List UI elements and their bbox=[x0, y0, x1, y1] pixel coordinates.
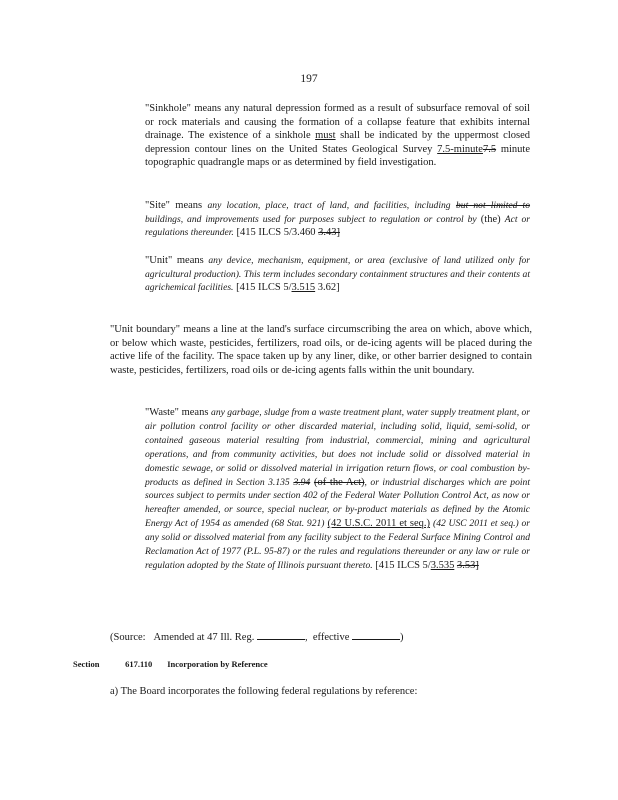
unit-boundary-text: means a line at the land's surface circumscribing the area on which, above which, or below which waste, pesticides, fertilizers, road oils, or de-icing agents will be placed during the active life of the facility. The space taken up by any liner, dike, or other barrier designed to contain waste, pesticides, fertilizers, road oils or de-icing agents falls within the unit boundary. bbox=[110, 324, 532, 376]
term-waste: "Waste" bbox=[145, 407, 179, 418]
site-text-1: any location, place, tract of land, and facilities, including bbox=[207, 200, 451, 211]
source-effective: effective bbox=[312, 632, 350, 643]
struck-394: 3.94 bbox=[293, 476, 311, 488]
site-citation: [415 ILCS 5/3.460 bbox=[236, 227, 316, 239]
effective-blank bbox=[352, 629, 400, 640]
waste-text-2: , or industrial discharges which are point sources subject to permits under section 402 of the Federal Water Pollution Control Act, as now or hereafter amended, or source, special nuclear, or by-product materials as defined by the Atomic Energy Act of 1954 as amended (68 Stat. 921) bbox=[145, 476, 530, 530]
inserted-waste-cite: 3.535 bbox=[430, 559, 455, 571]
source-note: (Source: Amended at 47 Ill. Reg. , effective ) bbox=[110, 629, 530, 643]
definition-unit bbox=[145, 254, 530, 295]
struck-of-the-act: (of the Act) bbox=[313, 476, 365, 488]
section-label: Section bbox=[73, 659, 100, 669]
term-site: "Site" bbox=[145, 200, 170, 211]
unit-text-1: any device, mechanism, equipment, or area (exclusive of land utilized only for agricultural production). This term includes secondary containment structures and their contents at agrichemical facilities. bbox=[145, 255, 531, 294]
section-heading bbox=[73, 659, 533, 669]
inserted-must: must bbox=[315, 130, 336, 142]
unit-citation: [415 ILCS 5/ bbox=[236, 282, 292, 294]
waste-citation: [415 ILCS 5/ bbox=[375, 559, 431, 571]
source-amended: Amended at 47 Ill. Reg. bbox=[153, 632, 255, 643]
site-text-3: Act or regulations thereunder. bbox=[145, 213, 530, 239]
struck-minute: 7.5 bbox=[482, 143, 497, 155]
sinkhole-text-3: minute topographic quadrangle maps or as determined by field investigation. bbox=[145, 143, 530, 169]
waste-text-1: any garbage, sludge from a waste treatment plant, water supply treatment plant, or air pollution control facility or other discarded material, including solid, liquid, semi-solid, or contained gaseous material resulting from industrial, commercial, mining and agricultural operations, and from community activities, but does not include solid or dissolved material in domestic sewage, or solid or dissolved material in irrigation return flows, or coal combustion by-products as defined in Section 3.135 bbox=[145, 407, 531, 488]
item-a: a) The Board incorporates the following federal regulations by reference: bbox=[110, 686, 418, 697]
term-unit-boundary: "Unit boundary" bbox=[110, 324, 181, 335]
site-the: (the) bbox=[480, 213, 501, 225]
source-close: ) bbox=[400, 632, 404, 643]
struck-site-citation: 3.43] bbox=[318, 227, 340, 239]
waste-text-3: (42 USC 2011 et seq.) or any solid or dissolved material from any facility subject to the Federal Surface Mining Control and Reclamation Act of 1977 (P.L. 95-87) or the rules and regulations thereunder or any law or rule or regulation adopted by the State of Illinois pursuant thereto. bbox=[145, 518, 531, 571]
definition-sinkhole bbox=[145, 102, 530, 170]
page-number: 197 bbox=[300, 73, 318, 85]
definition-site bbox=[145, 199, 530, 240]
term-unit: "Unit" bbox=[145, 255, 173, 266]
section-number: 617.110 bbox=[125, 659, 153, 669]
site-means: means bbox=[175, 200, 203, 211]
definition-unit-boundary bbox=[110, 323, 532, 377]
sinkhole-text-2: shall be indicated by the uppermost closed depression contour lines on the United States Geological Survey bbox=[145, 130, 530, 155]
definition-waste bbox=[145, 406, 530, 573]
section-title: Incorporation by Reference bbox=[167, 659, 268, 669]
sinkhole-text-1: means any natural depression formed as a result of subsurface removal of soil or rock materials and causing the formation of a collapse feature that exhibits internal drainage. The existence of a sinkhole bbox=[145, 103, 531, 142]
inserted-usc: (42 U.S.C. 2011 et seq.) bbox=[327, 518, 431, 530]
struck-but-not-limited: but not limited to bbox=[455, 200, 531, 211]
site-text-2: buildings, and improvements used for purposes subject to regulation or control by bbox=[145, 213, 477, 225]
inserted-minute: 7.5-minute bbox=[437, 143, 483, 155]
waste-means: means bbox=[181, 407, 209, 418]
source-open: (Source: bbox=[110, 632, 146, 643]
inserted-unit-cite: 3.515 bbox=[291, 282, 316, 294]
term-sinkhole: "Sinkhole" bbox=[145, 103, 191, 114]
struck-waste-citation: 3.53] bbox=[456, 559, 479, 571]
unit-citation-old: 3.62] bbox=[317, 282, 340, 294]
register-blank bbox=[257, 629, 305, 640]
unit-means: means bbox=[176, 255, 204, 266]
